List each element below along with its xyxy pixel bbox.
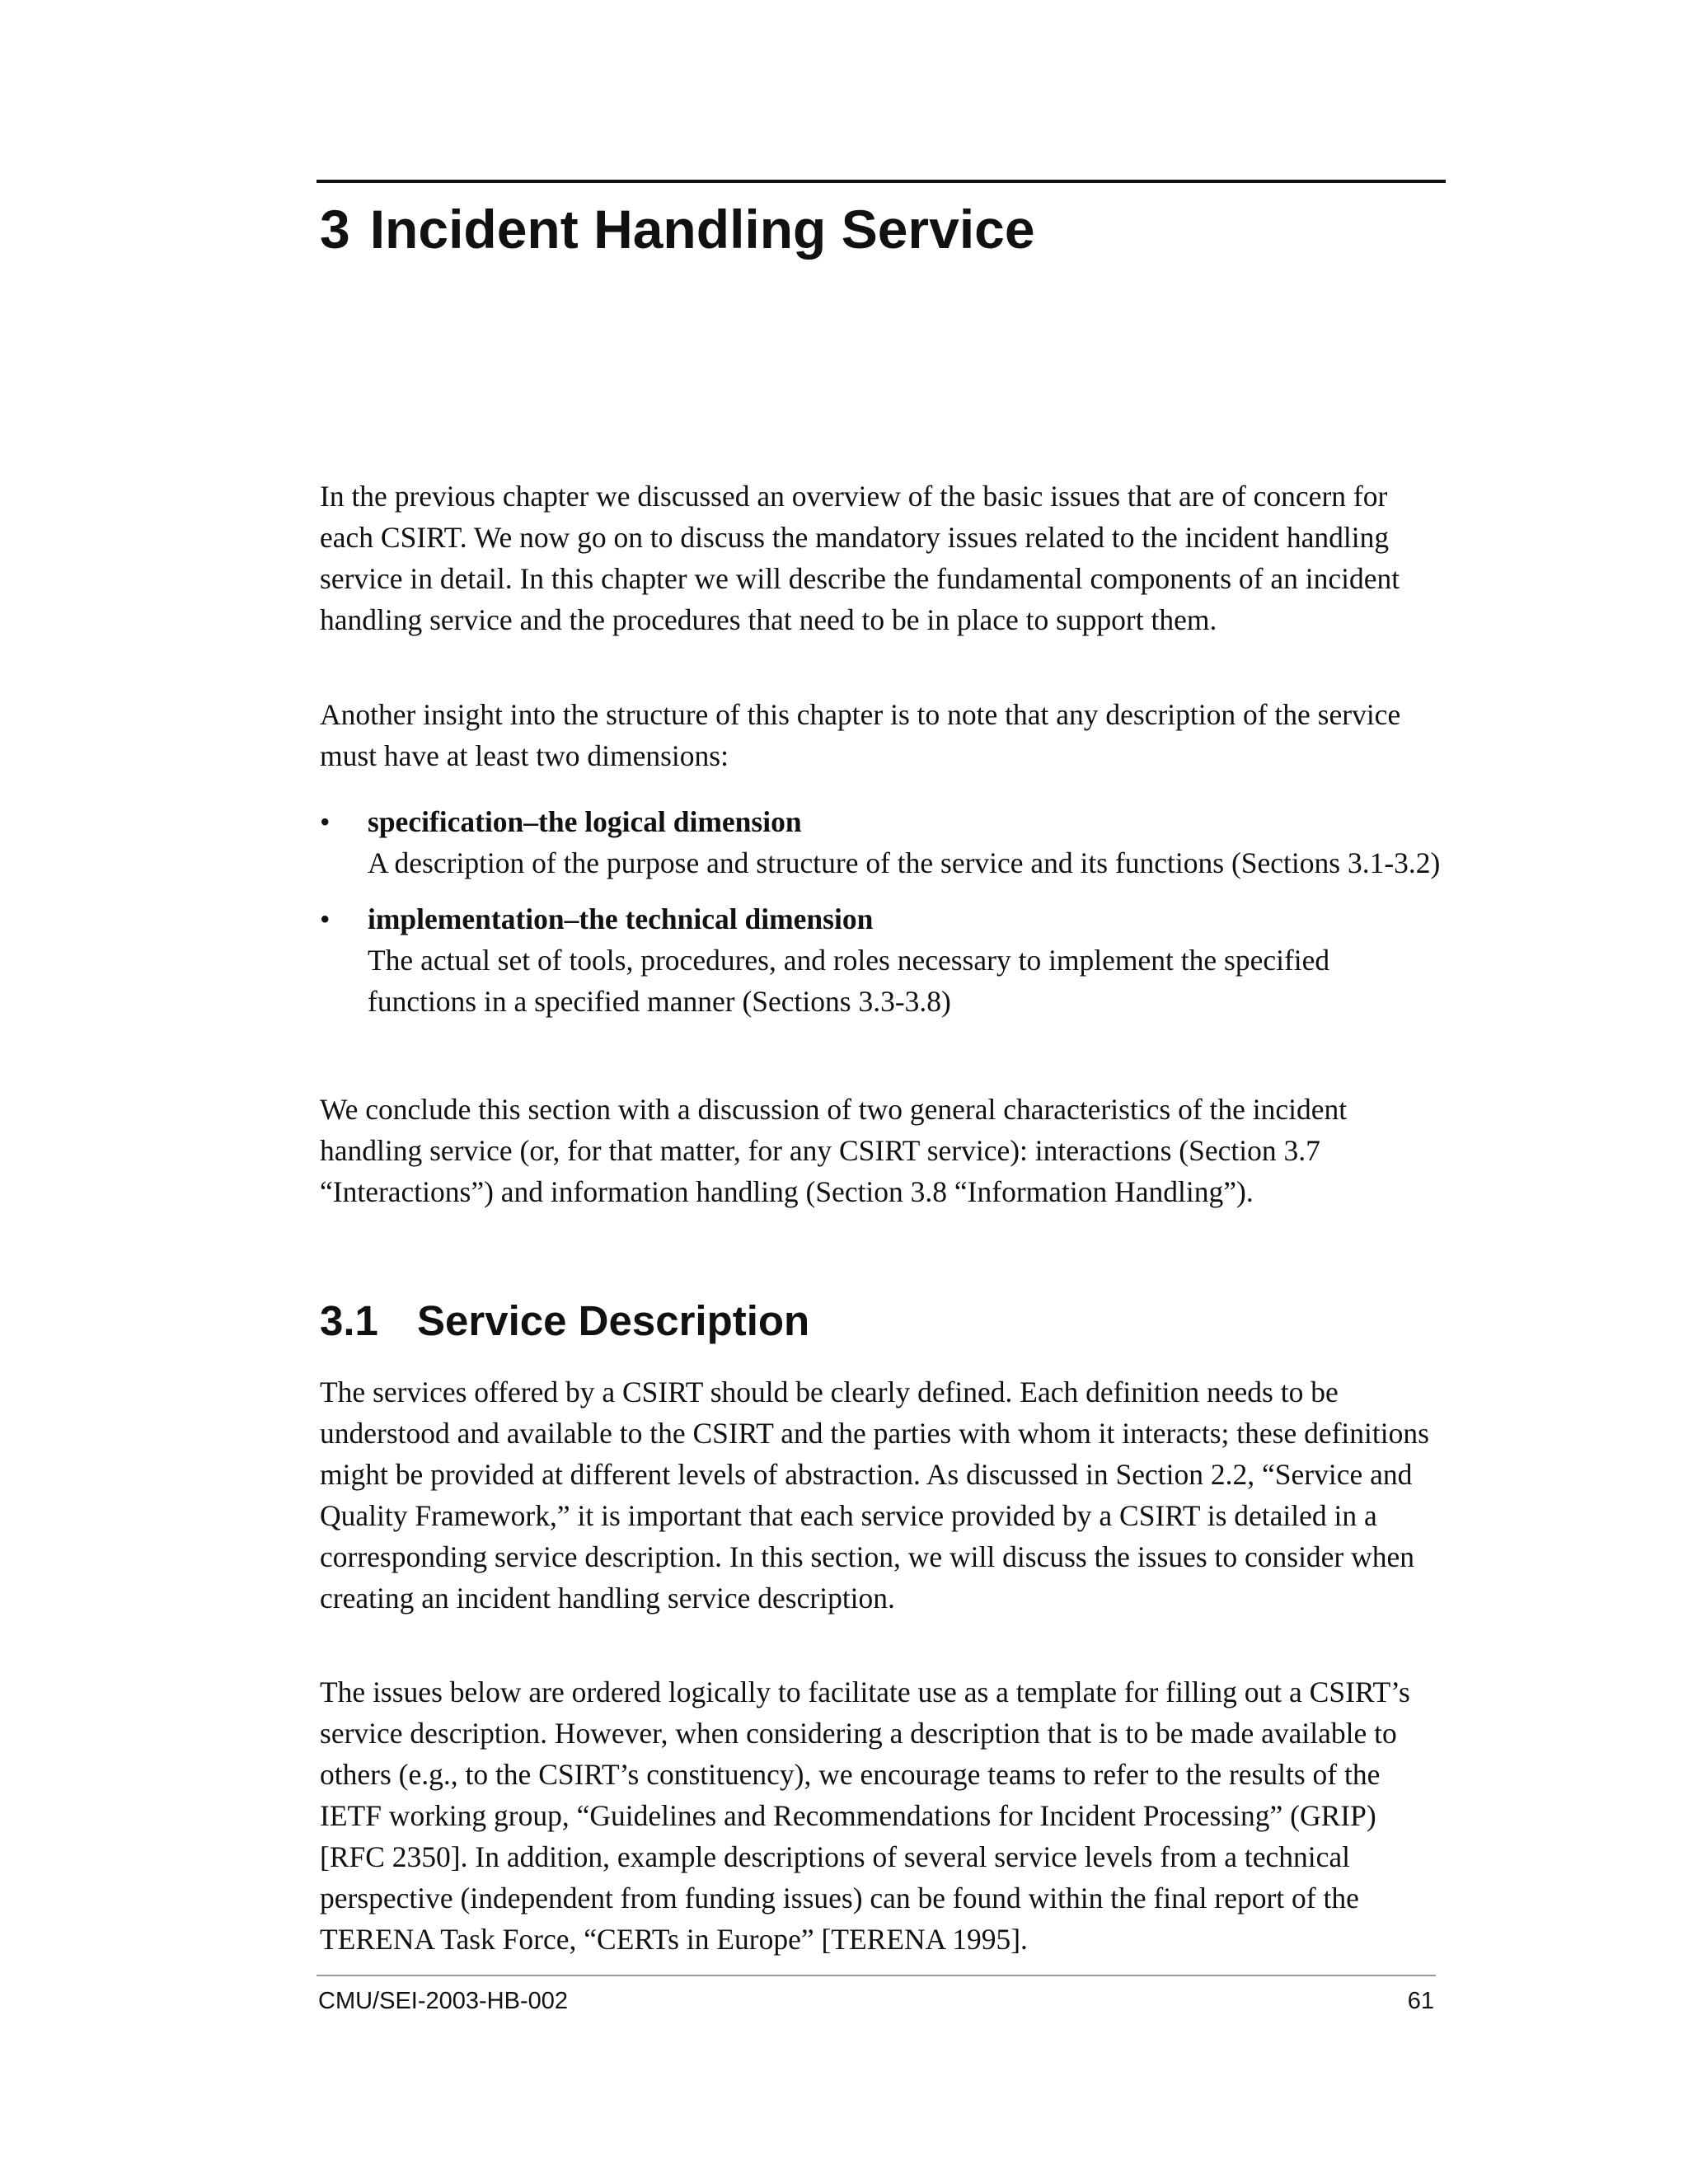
bullet-icon: • <box>320 902 331 935</box>
chapter-title <box>320 194 1035 264</box>
list-item-term: specification–the logical dimension <box>368 805 802 838</box>
intro-paragraph-1: In the previous chapter we discussed an overview of the basic issues that are of concern for each CSIRT. We now go on to discuss the mandatory issues related to the incident handling service in detail. In this chapter we will describe the fundamental components of an incident handling service and the procedures that need to be in place to support them. <box>320 480 1400 636</box>
chapter-number: 3 <box>320 199 350 260</box>
section-heading <box>320 1292 809 1350</box>
footer-document-id: CMU/SEI-2003-HB-002 <box>318 1988 568 2014</box>
conclusion-paragraph: We conclude this section with a discussion of two general characteristics of the incident handling service (or, for that matter, for any CSIRT service): interactions (Section 3.7 “Interactions”) and information handling (Section 3.8 “Information Handling”). <box>320 1093 1348 1208</box>
footer-page-number: 61 <box>1407 1988 1434 2014</box>
section-paragraph-2: The issues below are ordered logically to facilitate use as a template for filling out a CSIRT’s service description. However, when considering a description that is to be made available to others (e.g., to the CSIRT’s constituency), we encourage teams to refer to the results of the IETF working group, “Guidelines and Recommendations for Incident Processing” (GRIP) [RFC 2350]. In addition, example descriptions of several service levels from a technical perspective (independent from funding issues) can be found within the final report of the TERENA Task Force, “CERTs in Europe” [TERENA 1995]. <box>320 1675 1410 1956</box>
footer-rule <box>316 1975 1436 1976</box>
section-number: 3.1 <box>320 1297 378 1344</box>
intro-paragraph-2: Another insight into the structure of this chapter is to note that any description of the service must have at least two dimensions: <box>320 698 1401 772</box>
section-paragraph-1: The services offered by a CSIRT should be clearly defined. Each definition needs to be understood and available to the CSIRT and the parties with whom it interacts; these definitions might be provided at different levels of abstraction. As discussed in Section 2.2, “Service and Quality Framework,” it is important that each service provided by a CSIRT is detailed in a corresponding service description. In this section, we will discuss the issues to consider when creating an incident handling service description. <box>320 1376 1429 1615</box>
chapter-top-rule <box>316 180 1446 183</box>
bullet-icon: • <box>320 805 331 838</box>
dimensions-list <box>320 801 1442 1022</box>
list-item-term: implementation–the technical dimension <box>368 902 874 935</box>
section-title-text: Service Description <box>417 1297 810 1344</box>
list-item-description: The actual set of tools, procedures, and roles necessary to implement the specified functions in a specified manner (Sections 3.3-3.8) <box>368 944 1330 1018</box>
list-item-description: A description of the purpose and structure of the service and its functions (Sections 3.1-3.2) <box>368 846 1441 879</box>
chapter-title-text: Incident Handling Service <box>369 199 1035 260</box>
list-item-implementation <box>320 898 1442 1022</box>
list-item-specification <box>320 801 1442 883</box>
